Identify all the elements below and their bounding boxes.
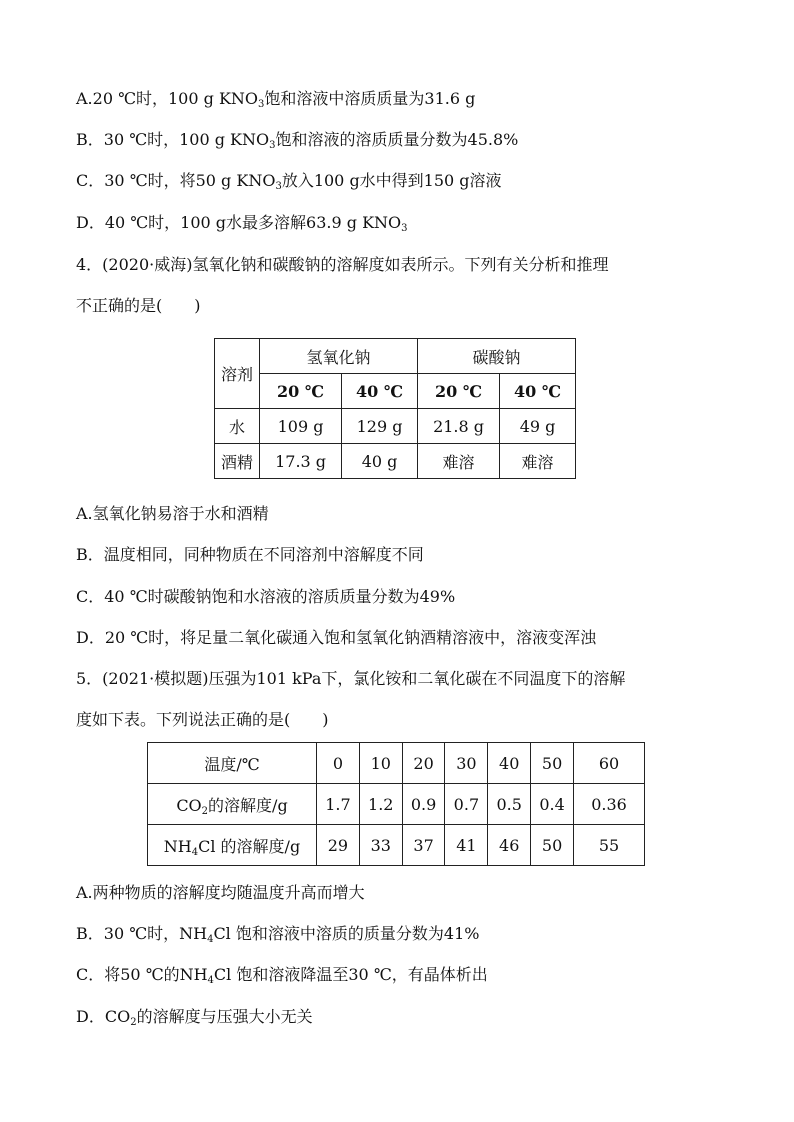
q3-option-c: C．30 ℃时，将50 g $KNO_3$放入100 g水中得到150 g溶液 (76, 171, 502, 192)
q5-stem-line1: 5．(2021·模拟题)压强为101 kPa下，氯化铵和二氧化碳在不同温度下的溶解 (76, 669, 626, 688)
q5-table-cell: 50 (531, 825, 574, 866)
table-row (215, 444, 576, 479)
q5-table-cell: 1.7 (317, 784, 360, 825)
q4-table-corner: 溶剂 (215, 339, 260, 409)
q5-option-c: C．将50 ℃的$NH_4Cl$ 饱和溶液降温至30 ℃，有晶体析出 (76, 965, 488, 986)
q5-table-cell: 41 (445, 825, 488, 866)
table-row (148, 743, 645, 784)
q5-solubility-table (147, 742, 645, 866)
q4-option-a: A.氢氧化钠易溶于水和酒精 (76, 504, 269, 523)
q5-table-cell: 1.2 (359, 784, 402, 825)
q4-table-group-naoh: 氢氧化钠 (260, 339, 418, 374)
q5-table-temp: 50 (531, 743, 574, 784)
q5-table-header-label: 温度/℃ (148, 743, 317, 784)
q5-table-cell: 55 (574, 825, 645, 866)
q4-stem-line1: 4．(2020·威海)氢氧化钠和碳酸钠的溶解度如表所示。下列有关分析和推理 (76, 255, 609, 274)
q3-option-a: A.20 ℃时，100 g $KNO_3$饱和溶液中溶质质量为31.6 g (76, 89, 476, 110)
q4-table-temp: 20 ℃ (260, 374, 342, 409)
q5-table-cell: 0.5 (488, 784, 531, 825)
q5-table-temp: 40 (488, 743, 531, 784)
q4-option-d: D．20 ℃时，将足量二氧化碳通入饱和氢氧化钠酒精溶液中，溶液变浑浊 (76, 628, 597, 647)
q4-table-cell: 17.3 g (260, 444, 342, 479)
q5-table-temp: 0 (317, 743, 360, 784)
q5-option-d: D．$CO_2$的溶解度与压强大小无关 (76, 1007, 313, 1028)
q4-solubility-table (214, 338, 576, 479)
q4-table-group-na2co3: 碳酸钠 (417, 339, 575, 374)
q5-table-nh4cl-label: $NH_4Cl$ 的溶解度/g (148, 825, 317, 866)
q5-table-cell: 0.4 (531, 784, 574, 825)
q5-table-cell: 46 (488, 825, 531, 866)
table-row (215, 409, 576, 444)
q5-table-cell: 33 (359, 825, 402, 866)
q5-table-temp: 30 (445, 743, 488, 784)
q5-stem-line2: 度如下表。下列说法正确的是( ) (76, 710, 329, 729)
q4-table-cell: 难溶 (417, 444, 499, 479)
q4-table-temp: 40 ℃ (342, 374, 418, 409)
q3-option-b: B．30 ℃时，100 g $KNO_3$饱和溶液的溶质质量分数为45.8% (76, 130, 519, 151)
q4-table-solvent: 酒精 (215, 444, 260, 479)
q4-table-cell: 129 g (342, 409, 418, 444)
q4-table-cell: 40 g (342, 444, 418, 479)
q5-table-cell: 0.36 (574, 784, 645, 825)
q5-table-temp: 10 (359, 743, 402, 784)
q4-table-cell: 109 g (260, 409, 342, 444)
q5-table-temp: 60 (574, 743, 645, 784)
q5-table-cell: 0.7 (445, 784, 488, 825)
q5-table-cell: 0.9 (402, 784, 445, 825)
q4-table-temp: 20 ℃ (417, 374, 499, 409)
table-row (148, 825, 645, 866)
q4-table-solvent: 水 (215, 409, 260, 444)
q3-option-d: D．40 ℃时，100 g水最多溶解63.9 g $KNO_3$ (76, 213, 408, 234)
q4-table-cell: 难溶 (500, 444, 576, 479)
table-row (148, 784, 645, 825)
q4-option-b: B．温度相同，同种物质在不同溶剂中溶解度不同 (76, 545, 424, 564)
q5-table-co2-label: $CO_2$的溶解度/g (148, 784, 317, 825)
q4-table-cell: 21.8 g (417, 409, 499, 444)
q4-table-cell: 49 g (500, 409, 576, 444)
q5-table-temp: 20 (402, 743, 445, 784)
q4-table-temp: 40 ℃ (500, 374, 576, 409)
q4-stem-line2: 不正确的是( ) (76, 296, 201, 315)
q4-option-c: C．40 ℃时碳酸钠饱和水溶液的溶质质量分数为49% (76, 587, 456, 606)
q5-option-b: B．30 ℃时，$NH_4Cl$ 饱和溶液中溶质的质量分数为41% (76, 924, 480, 945)
q5-option-a: A.两种物质的溶解度均随温度升高而增大 (76, 883, 365, 902)
q5-table-cell: 29 (317, 825, 360, 866)
q5-table-cell: 37 (402, 825, 445, 866)
